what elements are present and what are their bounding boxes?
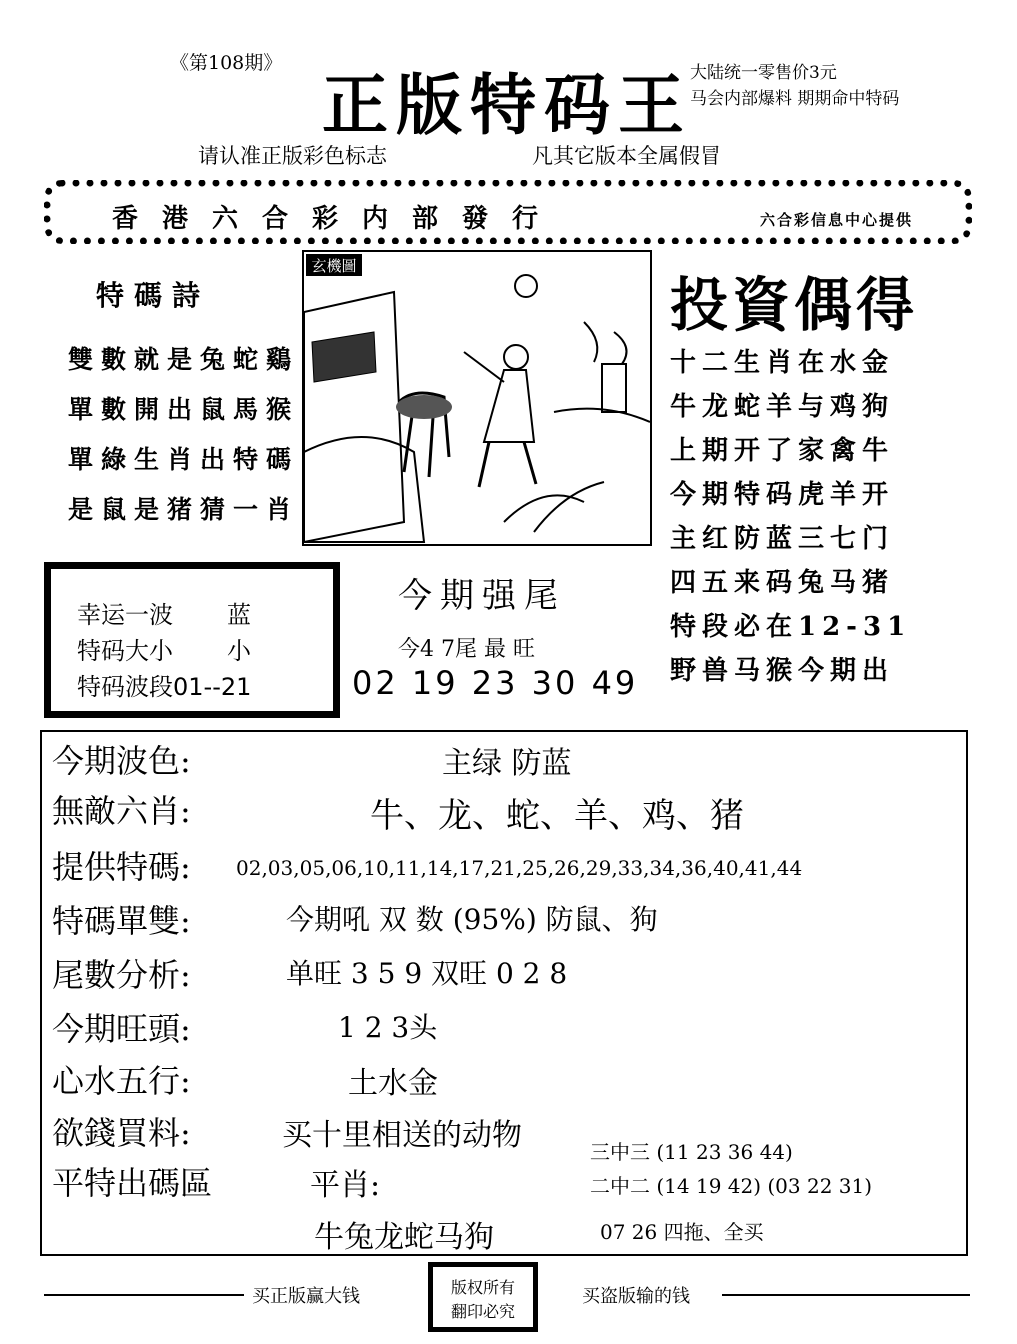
price-line-1: 大陆统一零售价3元: [690, 63, 837, 83]
element-label: 心水五行:: [52, 1062, 191, 1100]
invest-line: 十二生肖在水金: [670, 348, 895, 378]
buy-value: 买十里相送的动物: [282, 1118, 522, 1153]
odd-even-value: 今期吼 双 数 (95%) 防鼠、狗: [286, 903, 658, 936]
wave-label: 今期波色:: [52, 742, 191, 780]
tail-numbers: 02 19 23 30 49: [352, 664, 639, 702]
poem-title: 特碼詩: [96, 279, 211, 312]
copyright-line-2: 翻印必究: [450, 1302, 515, 1321]
lucky-row: [77, 595, 251, 630]
flat-value: 平肖:: [310, 1168, 381, 1203]
invest-line: 牛龙蛇羊与鸡狗: [670, 392, 895, 422]
buy-label: 欲錢買料:: [52, 1114, 191, 1152]
wave-value: 主绿 防蓝: [442, 746, 572, 781]
lucky-box: [44, 562, 340, 718]
combo-two: 二中二 (14 19 42) (03 22 31): [590, 1174, 873, 1198]
price-line-2: 马会内部爆料 期期命中特码: [690, 89, 900, 109]
copyright-box: [428, 1262, 538, 1332]
invest-title: 投資偶得: [670, 271, 919, 339]
tail-title: 今期强尾: [398, 576, 566, 616]
tail-subtitle: 今4 7尾 最 旺: [398, 637, 535, 662]
codes-label: 提供特碼:: [52, 848, 191, 886]
invest-line: 主红防蓝三七门: [670, 524, 895, 554]
lucky-value: 蓝: [227, 601, 251, 629]
tail-analysis-value: 单旺 3 5 9 双旺 0 2 8: [286, 957, 568, 990]
page-title: 正版特码王: [322, 66, 692, 144]
lucky-row: [77, 631, 251, 666]
issue-number: 《第108期》: [170, 52, 283, 74]
warning-right: 凡其它版本全属假冒: [532, 144, 721, 168]
lucky-value: 小: [227, 637, 251, 665]
flat-label: 平特出碼區: [52, 1164, 213, 1202]
invest-line: 今期特码虎羊开: [670, 480, 895, 510]
lucky-label: 特码大小: [77, 637, 173, 665]
copyright-line-1: 版权所有: [450, 1278, 515, 1297]
invest-line: 特段必在12-31: [670, 612, 912, 642]
lucky-row: [77, 667, 251, 702]
lucky-label: 幸运一波: [77, 601, 173, 629]
flat-zodiacs: 牛兔龙蛇马狗: [314, 1220, 494, 1255]
tail-analysis-label: 尾數分析:: [52, 956, 191, 994]
issuer-text: 香港六合彩内部發行: [112, 204, 563, 234]
footer-left-text: 买正版赢大钱: [252, 1286, 360, 1307]
lucky-label: 特码波段: [77, 673, 173, 701]
poem-line: 單綠生肖出特碼: [68, 445, 300, 474]
codes-value: 02,03,05,06,10,11,14,17,21,25,26,29,33,34,36,40,41,44: [236, 856, 803, 880]
combo-drag: 07 26 四拖、全买: [600, 1220, 764, 1244]
invest-line: 上期开了家禽牛: [670, 436, 895, 466]
poem-line: 單數開出鼠馬猴: [68, 395, 300, 424]
footer-rule-left: [44, 1294, 244, 1296]
head-label: 今期旺頭:: [52, 1010, 191, 1048]
warning-left: 请认准正版彩色标志: [198, 144, 387, 168]
illustration: [302, 250, 652, 546]
invest-line: 四五来码兔马猪: [670, 568, 895, 598]
footer-rule-right: [722, 1294, 970, 1296]
footer-right-text: 买盗版输的钱: [582, 1286, 690, 1307]
six-zodiac-value: 牛、龙、蛇、羊、鸡、猪: [370, 796, 744, 836]
poem-line: 雙數就是兔蛇鷄: [68, 345, 300, 374]
lucky-value: 01--21: [173, 673, 252, 701]
six-zodiac-label: 無敵六肖:: [52, 792, 191, 830]
illustration-tag: 玄機圖: [311, 257, 357, 275]
odd-even-label: 特碼單雙:: [52, 902, 191, 940]
invest-line: 野兽马猴今期出: [670, 656, 895, 686]
poem-line: 是鼠是猪猜一肖: [68, 495, 300, 524]
head-value: 1 2 3头: [338, 1011, 438, 1044]
combo-three: 三中三 (11 23 36 44): [590, 1140, 793, 1164]
provider-text: 六合彩信息中心提供: [760, 211, 914, 229]
element-value: 土水金: [348, 1066, 438, 1101]
